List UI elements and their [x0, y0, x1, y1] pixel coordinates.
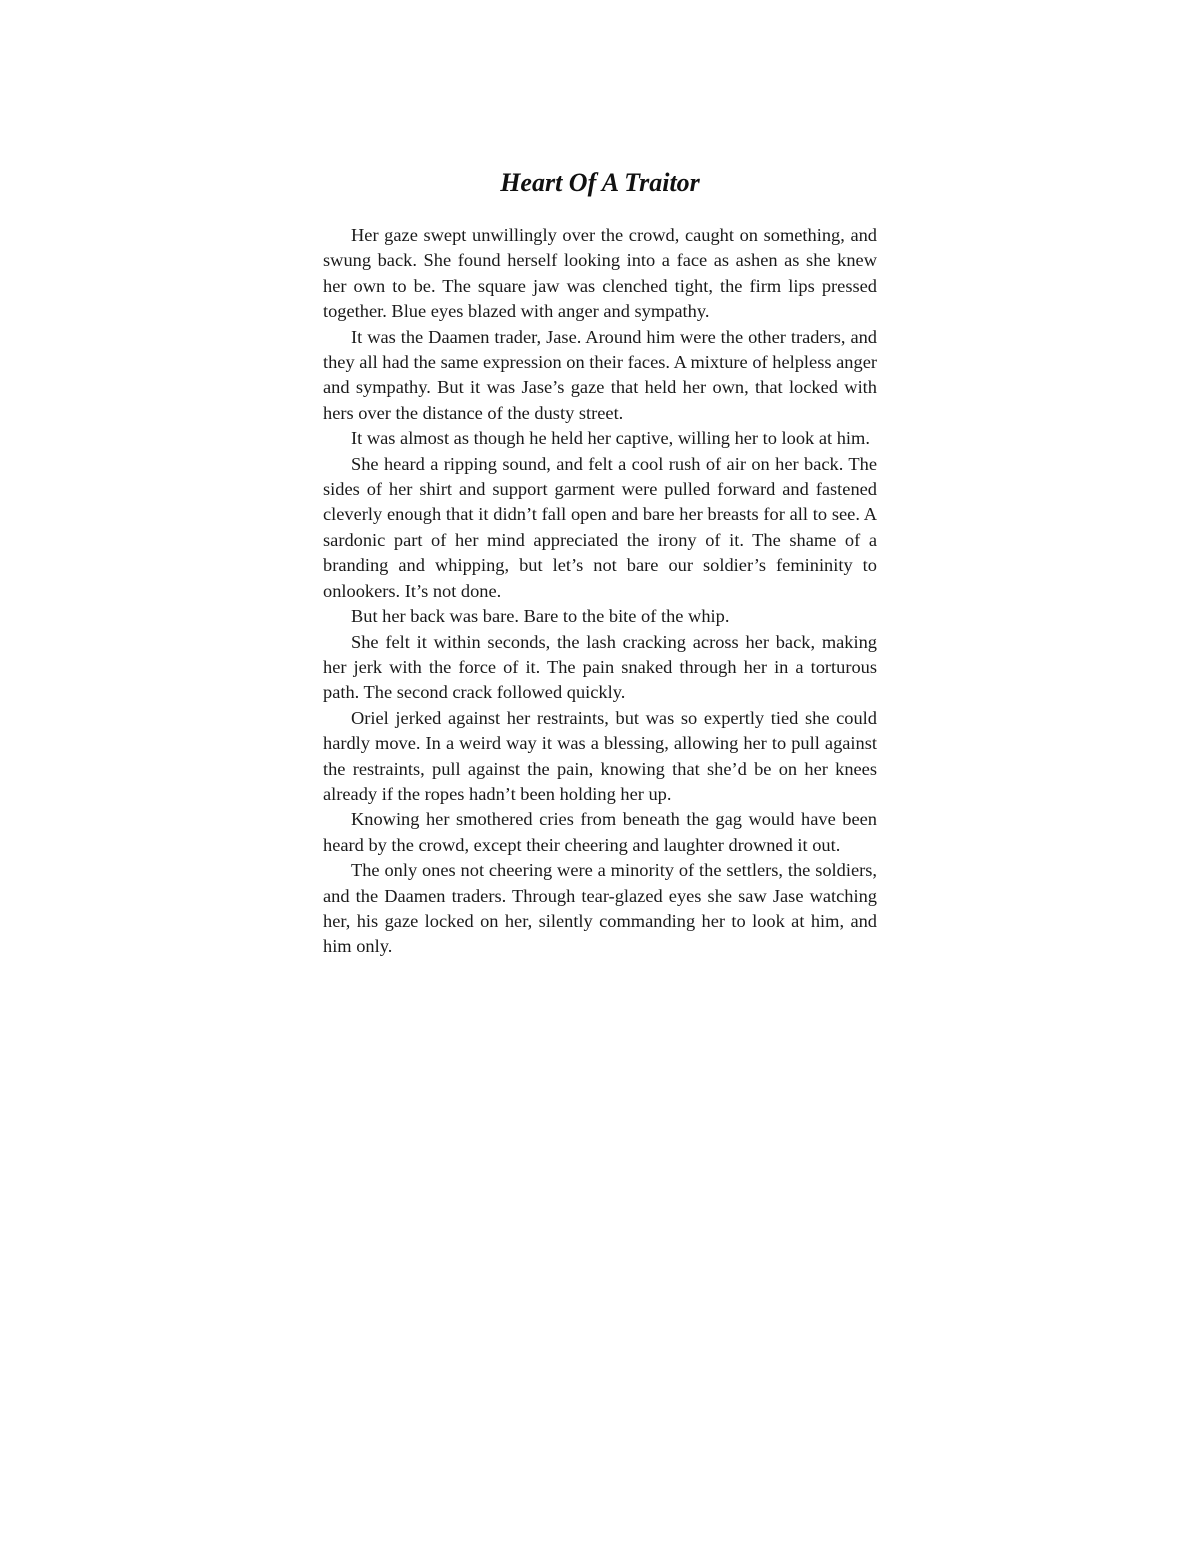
chapter-title: Heart Of A Traitor — [500, 168, 700, 197]
chapter-body — [323, 223, 877, 960]
paragraph: It was the Daamen trader, Jase. Around him were the other traders, and they all had the same expression on their faces. A mixture of helpless anger and sympathy. But it was Jase’s gaze that held her own, that locked with hers over the distance of the dusty street. — [323, 326, 877, 423]
paragraph: She heard a ripping sound, and felt a cool rush of air on her back. The sides of her shirt and support garment were pulled forward and fastened cleverly enough that it didn’t fall open and bare her breasts for all to see. A sardonic part of her mind appreciated the irony of it. The shame of a branding and whipping, but let’s not bare our soldier’s femininity to onlookers. It’s not done. — [323, 453, 877, 601]
paragraph: The only ones not cheering were a minority of the settlers, the soldiers, and the Daamen traders. Through tear-glazed eyes she saw Jase watching her, his gaze locked on her, silently commanding her to look at him, and him only. — [323, 860, 877, 957]
paragraph: Knowing her smothered cries from beneath the gag would have been heard by the crowd, except their cheering and laughter drowned it out. — [323, 809, 877, 855]
paragraph: Oriel jerked against her restraints, but was so expertly tied she could hardly move. In a weird way it was a blessing, allowing her to pull against the restraints, pull against the pain, knowing that she’d be on her knees already if the ropes hadn’t been holding her up. — [323, 707, 877, 804]
paragraph: But her back was bare. Bare to the bite of the whip. — [351, 606, 730, 627]
paragraph: Her gaze swept unwillingly over the crowd, caught on something, and swung back. She found herself looking into a face as ashen as she knew her own to be. The square jaw was clenched tight, the firm lips pressed together. Blue eyes blazed with anger and sympathy. — [323, 225, 877, 322]
paragraph: It was almost as though he held her captive, willing her to look at him. — [351, 428, 870, 449]
paragraph: She felt it within seconds, the lash cracking across her back, making her jerk with the force of it. The pain snaked through her in a torturous path. The second crack followed quickly. — [323, 631, 877, 703]
